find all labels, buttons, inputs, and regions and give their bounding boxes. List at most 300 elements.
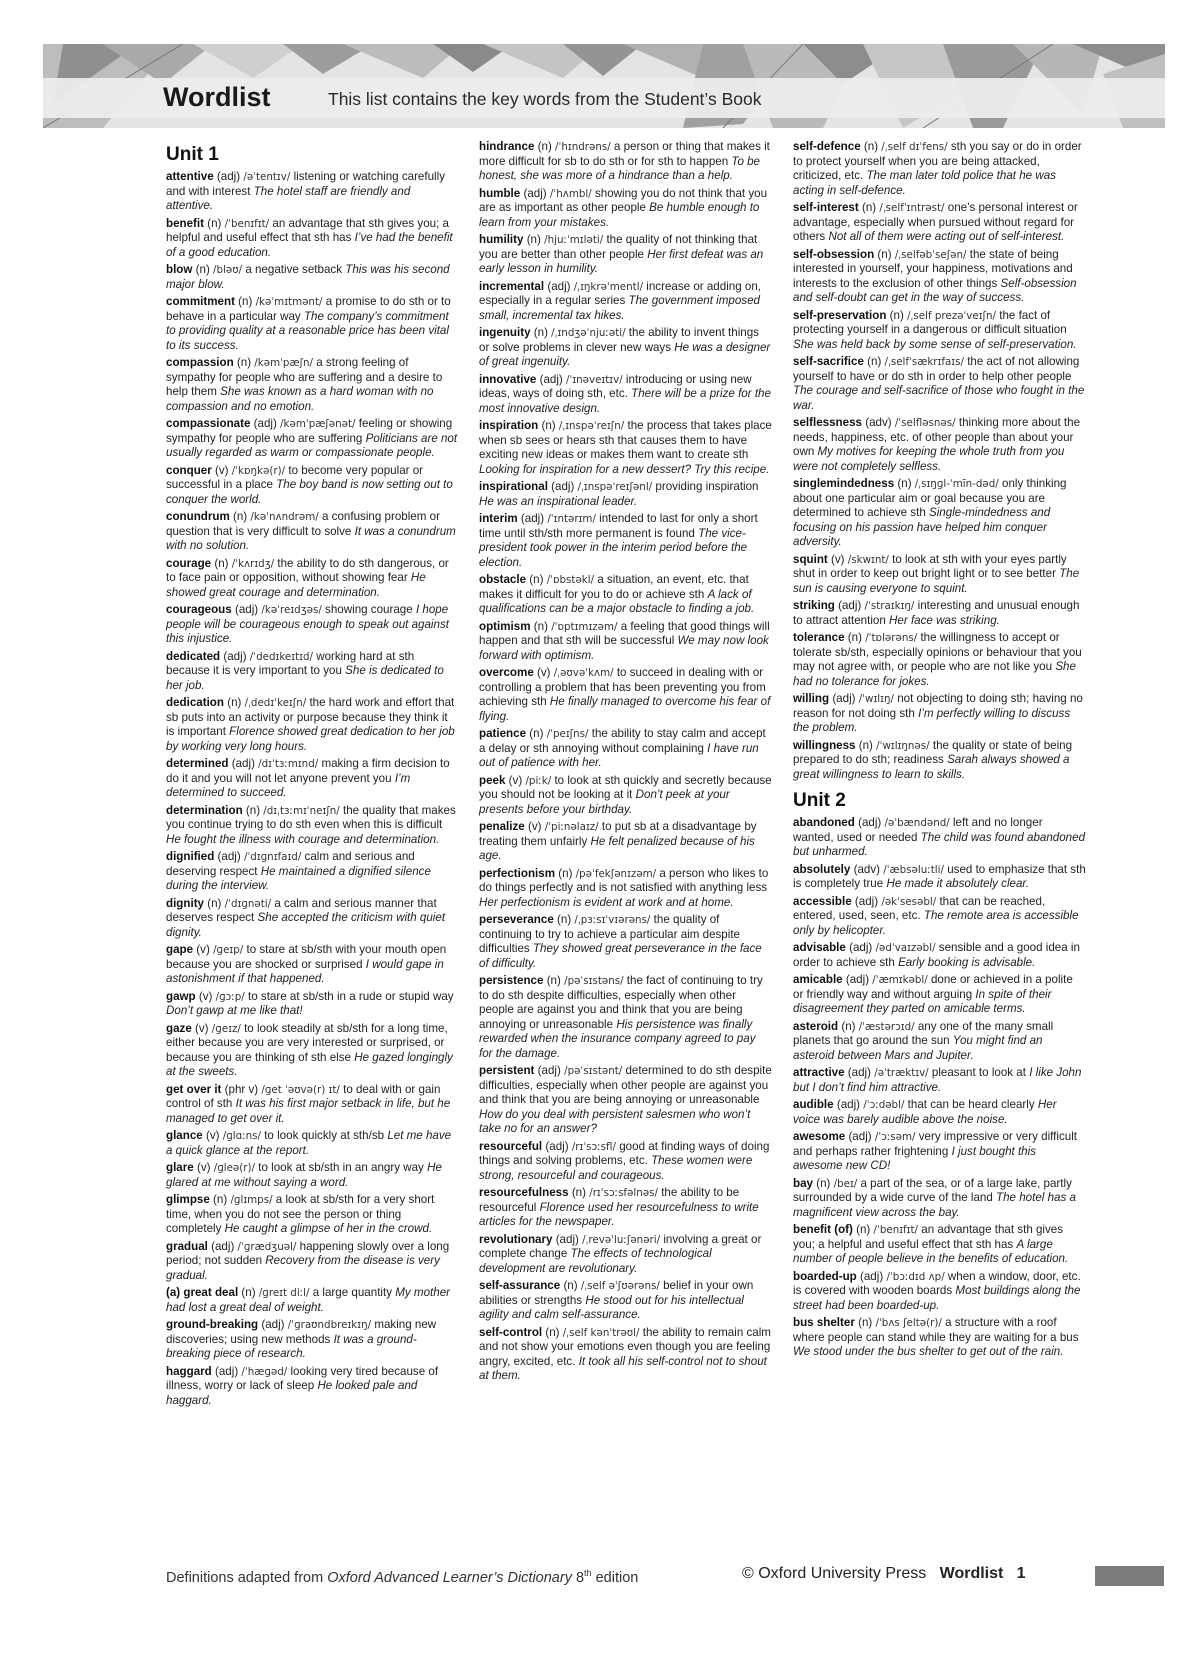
definition: involving a great or complete change — [479, 1232, 762, 1260]
headword: humble — [479, 186, 521, 200]
page-title: Wordlist — [163, 82, 271, 112]
pronunciation: /ˌself dɪˈfens/ — [881, 141, 948, 153]
definition: a part of the sea, or of a large lake, partly surrounded by a wide curve of the land — [793, 1176, 1072, 1204]
part-of-speech: (adj) — [223, 649, 247, 663]
headword: selflessness — [793, 416, 862, 429]
part-of-speech: (v) — [205, 1129, 220, 1142]
part-of-speech: (n) — [238, 295, 253, 308]
part-of-speech: (n) — [227, 696, 242, 709]
example-sentence: The effects of technological development are revolutionary. — [479, 1247, 712, 1275]
pronunciation: /ˌselfˈsækrɪfaɪs/ — [884, 356, 964, 368]
wordlist-entry — [166, 1083, 459, 1127]
wordlist-entry — [166, 417, 459, 461]
definition: increase or adding on, especially in a regular series — [479, 279, 762, 307]
headword: perfectionism — [479, 866, 556, 880]
definition: pleasant to look at — [931, 1066, 1026, 1079]
part-of-speech: (adj) — [539, 372, 563, 386]
example-sentence: A large number of people believe in the benefits of education. — [793, 1237, 1069, 1265]
headword: (a) great deal — [166, 1286, 239, 1299]
wordlist-entry — [166, 464, 459, 508]
wordlist-entry — [166, 170, 459, 214]
wordlist-entry — [793, 248, 1086, 306]
wordlist-entry — [166, 1286, 459, 1315]
pronunciation: /ɡreɪt diːl/ — [258, 1287, 310, 1299]
part-of-speech: (n) — [545, 1325, 560, 1339]
example-sentence: The vice-president took power in the interim period before the election. — [479, 526, 748, 569]
example-sentence: I hope people will be courageous enough to speak out against this injustice. — [166, 603, 449, 645]
part-of-speech: (n) — [533, 619, 548, 633]
definition: the hard work and effort that sb puts into an activity or purpose because they think it is important — [166, 696, 455, 738]
pronunciation: /əkˈsesəbl/ — [881, 895, 937, 908]
pronunciation: /ədˈvaɪzəbl/ — [875, 942, 936, 954]
definition: to become very popular or successful in a place — [166, 463, 424, 491]
part-of-speech: (adj) — [545, 1139, 569, 1153]
unit-heading: Unit 1 — [166, 144, 219, 165]
part-of-speech: (v) — [527, 820, 542, 833]
pronunciation: /ˌɪnspəˈreɪʃn/ — [558, 420, 625, 432]
example-sentence: Self-obsession and self-doubt can get in the way of success. — [793, 276, 1077, 304]
wordlist-entry — [166, 1129, 459, 1158]
wordlist-entry — [479, 140, 772, 184]
part-of-speech: (n) — [207, 896, 222, 910]
headword: courage — [166, 556, 212, 570]
headword: penalize — [479, 820, 525, 833]
wordlist-entry — [479, 233, 772, 277]
wordlist-entry — [479, 373, 772, 417]
wordlist-entry — [479, 1140, 772, 1184]
example-sentence: He looked pale and haggard. — [166, 1379, 418, 1407]
header-banner — [43, 44, 1165, 128]
part-of-speech: (n) — [563, 1279, 578, 1292]
definition: a look at sb/sth for a very short time, when you do not see the person or thing completely — [166, 1193, 435, 1235]
definition: a calm and serious manner that deserves respect — [166, 896, 437, 924]
definition: a promise to do sth or to behave in a particular way — [166, 295, 451, 323]
pronunciation: /kəˈreɪdʒəs/ — [261, 604, 322, 616]
part-of-speech: (adj) — [854, 894, 879, 908]
example-sentence: Florence used her resourcefulness to write articles for the newspaper. — [479, 1200, 759, 1228]
wordlist-entry — [793, 140, 1086, 198]
part-of-speech: (adj) — [847, 1066, 871, 1079]
definition: the ability to invent things or solve problems in clever new ways — [479, 326, 759, 354]
part-of-speech: (n) — [847, 631, 862, 644]
example-sentence: Single-mindedness and focusing on his passion have helped him conquer adversity. — [793, 506, 1051, 548]
example-sentence: To be honest, she was more of a hindrance than a help. — [479, 154, 761, 182]
footer-source-note: Definitions adapted from Oxford Advanced Learner’s Dictionary 8th edition — [166, 1568, 639, 1586]
part-of-speech: (n) — [236, 356, 252, 369]
pronunciation: /ˈstraɪkɪŋ/ — [864, 600, 915, 612]
pronunciation: /ˈæmɪkəbl/ — [872, 974, 928, 986]
headword: conundrum — [166, 510, 230, 523]
wordlist-entry — [479, 573, 772, 617]
wordlist-entry — [479, 666, 772, 724]
definition: the quality that makes you continue trying to do sth even when this is difficult — [166, 803, 456, 831]
definition: making new discoveries; using new methods — [166, 1318, 437, 1346]
headword: get over it — [166, 1082, 222, 1096]
wordlist-entry — [166, 263, 459, 292]
wordlist-entry — [166, 650, 459, 694]
definition: the quality or state of being prepared to do sth; readiness — [793, 738, 1073, 766]
column-2 — [479, 140, 772, 1387]
page-subtitle: This list contains the key words from the Student’s Book — [328, 89, 762, 109]
part-of-speech: (n) — [877, 247, 892, 261]
pronunciation: /ˈɡraʊndbreɪkɪŋ/ — [287, 1319, 372, 1331]
part-of-speech: (adv) — [853, 862, 880, 876]
headword: blow — [166, 263, 193, 276]
headword: attractive — [793, 1066, 845, 1079]
pronunciation: /əˈtræktɪv/ — [874, 1067, 929, 1079]
wordlist-entry — [479, 620, 772, 664]
part-of-speech: (adj) — [832, 692, 856, 705]
definition: to look at sth quickly and secretly because you should not be looking at it — [479, 773, 772, 801]
wordlist-entry — [793, 739, 1086, 783]
definition: that can be heard clearly — [907, 1098, 1035, 1111]
pronunciation: /ˌself prezəˈveɪʃn/ — [907, 309, 996, 322]
column-3 — [793, 140, 1086, 1363]
definition: a structure with a roof where people can stand while they are waiting for a bus — [793, 1316, 1079, 1344]
headword: self-control — [479, 1325, 543, 1339]
definition: left and no longer wanted, used or needed — [793, 816, 1043, 844]
definition: the willingness to accept or tolerate sb/sth, especially opinions or behaviour that you may not agree with, or people who are not like you — [793, 631, 1082, 673]
headword: hindrance — [479, 140, 535, 153]
headword: willing — [793, 692, 830, 705]
wordlist-entry — [793, 355, 1086, 413]
definition: the ability to remain calm and not show your emotions even though you are feeling angry, excited, etc. — [479, 1325, 771, 1368]
pronunciation: /ˈbɔːdɪd ʌp/ — [886, 1270, 945, 1283]
wordlist-entry — [793, 631, 1086, 689]
definition: done or achieved in a polite or friendly way and without arguing — [793, 973, 1073, 1001]
wordlist-entry — [479, 1326, 772, 1384]
headword: self-interest — [793, 201, 859, 214]
part-of-speech: (n) — [841, 1019, 856, 1033]
definition: the ability to stay calm and accept a delay or sth annoying without complaining — [479, 727, 766, 755]
wordlist-entry — [166, 1365, 459, 1409]
headword: glare — [166, 1161, 194, 1174]
part-of-speech: (adj) — [261, 1318, 285, 1331]
example-sentence: He finally managed to overcome his fear of flying. — [479, 695, 771, 723]
pronunciation: /piːk/ — [525, 774, 552, 787]
pronunciation: /ˌdedɪˈkeɪʃn/ — [244, 697, 307, 709]
pronunciation: /ˈhɪndrəns/ — [555, 141, 611, 153]
headword: gape — [166, 943, 194, 956]
example-sentence: His persistence was finally rewarded when the insurance company agreed to pay for the damage. — [479, 1017, 756, 1060]
headword: inspirational — [479, 480, 548, 493]
pronunciation: /ˈɡrædʒuəl/ — [237, 1240, 297, 1253]
headword: dignity — [166, 896, 204, 910]
wordlist-entry — [166, 356, 459, 414]
definition: good at finding ways of doing things and solving problems, etc. — [479, 1139, 770, 1167]
pronunciation: /ˈɒbstəkl/ — [546, 574, 595, 586]
footer-label: Wordlist — [939, 1565, 1004, 1582]
wordlist-entry — [793, 1177, 1086, 1221]
headword: bay — [793, 1176, 813, 1190]
definition: when a window, door, etc. is covered with wooden boards — [793, 1269, 1081, 1297]
part-of-speech: (n) — [241, 1286, 256, 1299]
headword: self-defence — [793, 140, 861, 153]
pronunciation: /ɡlɪmps/ — [230, 1194, 273, 1206]
example-sentence: We stood under the bus shelter to get out of the rain. — [793, 1345, 1064, 1358]
pronunciation: /ˈɪnəveɪtɪv/ — [566, 373, 623, 386]
wordlist-entry — [479, 480, 772, 509]
headword: interim — [479, 512, 518, 525]
example-sentence: I’m perfectly willing to discuss the problem. — [793, 706, 1071, 734]
pronunciation: /ɡeɪz/ — [211, 1022, 241, 1035]
example-sentence: This was his second major blow. — [166, 263, 450, 291]
headword: benefit — [166, 216, 205, 230]
definition: the fact of continuing to try to do sth despite difficulties, especially when other people are against you and think that you are being annoying or unreasonable — [479, 974, 763, 1031]
example-sentence: A lack of qualifications can be a major obstacle to finding a job. — [479, 587, 755, 615]
wordlist-entry — [793, 416, 1086, 474]
pronunciation: /pəˈsɪstəns/ — [564, 975, 624, 987]
definition: the quality of not thinking that you are better than other people — [479, 233, 758, 261]
example-sentence: Looking for inspiration for a new dessert? Try this recipe. — [479, 462, 770, 476]
wordlist-entry — [793, 1316, 1086, 1360]
headword: humility — [479, 233, 524, 246]
wordlist-entry — [479, 913, 772, 971]
wordlist-entry — [166, 1022, 459, 1080]
part-of-speech: (n) — [571, 1186, 586, 1199]
pronunciation: /ɡeɪp/ — [213, 944, 244, 956]
headword: persistent — [479, 1064, 535, 1077]
example-sentence: He stood out for his intellectual agility and calm self-assurance. — [479, 1293, 744, 1321]
headword: compassionate — [166, 417, 251, 430]
headword: asteroid — [793, 1019, 839, 1033]
headword: determined — [166, 757, 229, 770]
pronunciation: /ˌself kənˈtrəʊl/ — [562, 1326, 640, 1339]
example-sentence: She was held back by some sense of self-preservation. — [793, 337, 1077, 351]
definition: used to emphasize that sth is completely true — [793, 862, 1086, 890]
pronunciation: /hjuːˈmɪləti/ — [544, 234, 604, 246]
pronunciation: /əˈbændənd/ — [884, 817, 950, 829]
footer-publisher — [742, 1565, 1026, 1583]
example-sentence: Don’t peek at your presents before your birthday. — [479, 788, 730, 816]
definition: to put sb at a disadvantage by treating them unfairly — [479, 820, 757, 848]
headword: conquer — [166, 463, 212, 477]
example-sentence: The child was found abandoned but unharmed. — [793, 830, 1086, 858]
part-of-speech: (n) — [858, 738, 873, 752]
example-sentence: The sun is causing everyone to squint. — [793, 567, 1080, 595]
pronunciation: /ˈdedɪkeɪtɪd/ — [249, 650, 313, 663]
headword: dedicated — [166, 649, 221, 663]
part-of-speech: (v) — [508, 773, 523, 787]
pronunciation: /ˈɔːsəm/ — [874, 1131, 916, 1143]
part-of-speech: (adj) — [836, 1098, 861, 1111]
example-sentence: It was his first major setback in life, but he managed to get over it. — [166, 1097, 451, 1125]
example-sentence: Her voice was barely audible above the noise. — [793, 1098, 1057, 1126]
wordlist-entry — [793, 1223, 1086, 1267]
page-number: 1 — [1016, 1565, 1026, 1582]
wordlist-entry — [793, 1270, 1086, 1314]
part-of-speech: (adj) — [860, 1269, 884, 1283]
part-of-speech: (n) — [207, 216, 222, 230]
example-sentence: It was a conundrum with no solution. — [166, 524, 456, 552]
part-of-speech: (n) — [526, 233, 541, 246]
part-of-speech: (n) — [897, 477, 912, 490]
part-of-speech: (n) — [213, 1193, 228, 1206]
example-sentence: In spite of their disagreement they parted on amicable terms. — [793, 987, 1052, 1015]
part-of-speech: (v) — [195, 1021, 209, 1035]
example-sentence: Sarah always showed a great willingness to learn to skills. — [793, 753, 1070, 781]
headword: audible — [793, 1098, 834, 1111]
pronunciation: /ˌselfˈɪntrəst/ — [879, 202, 945, 214]
headword: innovative — [479, 372, 537, 386]
wordlist-entry — [479, 974, 772, 1061]
headword: compassion — [166, 356, 234, 369]
example-sentence: Not all of them were acting out of self-interest. — [828, 230, 1065, 243]
definition: a large quantity — [312, 1286, 393, 1299]
pronunciation: /dɪˈtɜːmɪnd/ — [258, 758, 319, 770]
definition: feeling or showing sympathy for people who are suffering — [166, 417, 453, 445]
pronunciation: /ˈpiːnəlaɪz/ — [544, 821, 599, 833]
part-of-speech: (v) — [196, 1161, 211, 1174]
example-sentence: My motives for keeping the whole truth from you were not completely selfless. — [793, 445, 1065, 473]
pronunciation: /pəˈfekʃənɪzəm/ — [575, 867, 657, 880]
pronunciation: /ˈkʌrɪdʒ/ — [231, 557, 275, 570]
part-of-speech: (adj) — [551, 480, 575, 493]
example-sentence: We may now look forward with optimism. — [479, 634, 769, 662]
definition: to look at sb/sth in an angry way — [258, 1161, 424, 1174]
wordlist-entry — [479, 727, 772, 771]
headword: ingenuity — [479, 326, 531, 339]
definition: the ability to be resourceful — [479, 1186, 740, 1214]
headword: attentive — [166, 170, 214, 183]
definition: the ability to do sth dangerous, or to face pain or opposition, without showing fear — [166, 556, 449, 584]
pronunciation: /ˌɪŋkrəˈmentl/ — [573, 280, 644, 293]
example-sentence: She accepted the criticism with quiet dignity. — [166, 911, 446, 939]
headword: glance — [166, 1129, 203, 1142]
wordlist-entry — [479, 326, 772, 370]
headword: haggard — [166, 1364, 212, 1378]
pronunciation: /ˌsɪŋɡl-ˈmīn-dəd/ — [914, 478, 999, 490]
wordlist-entry — [166, 1193, 459, 1237]
definition: intended to last for only a short time until sth/sth more permanent is found — [479, 512, 758, 540]
definition: very impressive or very difficult and perhaps rather frightening — [793, 1130, 1078, 1158]
wordlist-entry — [793, 816, 1086, 860]
headword: singlemindedness — [793, 477, 895, 490]
headword: obstacle — [479, 573, 527, 586]
publisher-name: © Oxford University Press — [742, 1565, 927, 1582]
definition: to deal with or gain control of sth — [166, 1082, 441, 1110]
example-sentence: He made it absolutely clear. — [886, 877, 1030, 890]
part-of-speech: (n) — [867, 355, 882, 368]
example-sentence: He was a designer of great ingenuity. — [479, 340, 771, 368]
definition: a person who likes to do things perfectly and is not satisfied with anything less — [479, 866, 769, 894]
part-of-speech: (n) — [856, 1223, 871, 1236]
headword: self-preservation — [793, 308, 887, 322]
part-of-speech: (adj) — [849, 941, 873, 954]
definition: looking very tired because of illness, worry or lack of sleep — [166, 1364, 439, 1392]
pronunciation: /ˈtɒlərəns/ — [865, 632, 918, 644]
wordlist-entry — [793, 941, 1086, 970]
wordlist-entry — [166, 696, 459, 754]
pronunciation: /ˈselfləsnəs/ — [894, 417, 956, 429]
definition: providing inspiration — [655, 480, 759, 493]
headword: benefit (of) — [793, 1223, 853, 1236]
pronunciation: /ɡleə(r)/ — [213, 1162, 255, 1174]
wordlist-entry — [793, 692, 1086, 736]
example-sentence: He caught a glimpse of her in the crowd. — [224, 1222, 433, 1235]
example-sentence: Her face was striking. — [889, 613, 1000, 627]
definition: the state of being interested in yourself, your happiness, motivations and interests to the exclusion of other things — [793, 247, 1073, 290]
part-of-speech: (n) — [858, 1316, 873, 1329]
headword: self-sacrifice — [793, 355, 864, 368]
definition: introducing or using new ideas, ways of doing sth, etc. — [479, 372, 752, 400]
pronunciation: /əˈtentɪv/ — [243, 171, 291, 183]
example-sentence: He gazed longingly at the sweets. — [166, 1050, 453, 1078]
part-of-speech: (n) — [816, 1176, 831, 1190]
part-of-speech: (n) — [233, 510, 248, 523]
wordlist-entry — [793, 599, 1086, 628]
example-sentence: You might find an asteroid between Mars and Jupiter. — [793, 1034, 1043, 1062]
part-of-speech: (n) — [541, 419, 556, 432]
part-of-speech: (adj) — [858, 816, 882, 829]
headword: self-obsession — [793, 247, 875, 261]
headword: resourceful — [479, 1139, 543, 1153]
headword: gaze — [166, 1021, 192, 1035]
wordlist-entry — [479, 820, 772, 864]
pronunciation: /ˈdɪɡnɪfaɪd/ — [243, 851, 302, 863]
example-sentence: I’m determined to succeed. — [166, 771, 411, 799]
example-sentence: Don’t gawp at me like that! — [166, 1004, 303, 1017]
wordlist-entry — [479, 187, 772, 231]
part-of-speech: (adj) — [523, 186, 547, 200]
pronunciation: /ˌrevəˈluːʃənəri/ — [582, 1233, 661, 1246]
wordlist-entry — [793, 863, 1086, 892]
pronunciation: /kəˈnʌndrəm/ — [250, 511, 319, 523]
example-sentence: The man later told police that he was acting in self-defence. — [793, 169, 1056, 197]
wordlist-entry — [166, 295, 459, 353]
pronunciation: /skwɪnt/ — [847, 553, 889, 566]
headword: gawp — [166, 989, 196, 1003]
part-of-speech: (adj) — [848, 1130, 872, 1143]
pronunciation: /ˈbʌs ʃeltə(r)/ — [875, 1317, 942, 1329]
pronunciation: /ˈɔːdəbl/ — [863, 1099, 905, 1111]
part-of-speech: (n) — [529, 573, 544, 586]
page-tab-bar — [1095, 1566, 1164, 1586]
part-of-speech: (adj) — [253, 417, 277, 430]
definition: that can be reached, entered, used, seen, etc. — [793, 894, 1046, 922]
part-of-speech: (n) — [863, 140, 879, 153]
wordlist-entry — [793, 1020, 1086, 1064]
part-of-speech: (adj) — [555, 1232, 579, 1246]
part-of-speech: (v) — [198, 989, 213, 1003]
part-of-speech: (adv) — [865, 416, 892, 429]
example-sentence: He felt penalized because of his age. — [479, 834, 755, 862]
example-sentence: The government imposed small, incremental tax hikes. — [479, 294, 760, 322]
part-of-speech: (v) — [537, 666, 551, 679]
example-sentence: Recovery from the disease is very gradual. — [166, 1254, 440, 1282]
definition: the quality of continuing to try to achieve a particular aim despite difficulties — [479, 913, 741, 955]
definition: one’s personal interest or advantage, especially when pursued without regard for others — [793, 201, 1078, 243]
definition: the fact of protecting yourself in a dangerous or difficult situation — [793, 308, 1067, 336]
pronunciation: /bləʊ/ — [213, 264, 243, 276]
headword: squint — [793, 552, 828, 566]
headword: determination — [166, 803, 243, 817]
wordlist-entry — [479, 419, 772, 477]
pronunciation: /ˌself əˈʃʊərəns/ — [580, 1280, 660, 1292]
wordlist-entry — [479, 512, 772, 570]
pronunciation: /kəˈmɪtmənt/ — [255, 296, 323, 308]
headword: bus shelter — [793, 1316, 855, 1329]
headword: perseverance — [479, 913, 554, 926]
part-of-speech: (n) — [245, 803, 261, 817]
example-sentence: I have run out of patience with her. — [479, 741, 759, 769]
example-sentence: He glared at me without saying a word. — [166, 1161, 442, 1189]
part-of-speech: (n) — [195, 263, 210, 276]
definition: belief in your own abilities or strengths — [479, 1279, 754, 1307]
headword: peek — [479, 773, 506, 787]
headword: glimpse — [166, 1193, 210, 1206]
pronunciation: /ˈwɪlɪŋ/ — [858, 693, 894, 705]
